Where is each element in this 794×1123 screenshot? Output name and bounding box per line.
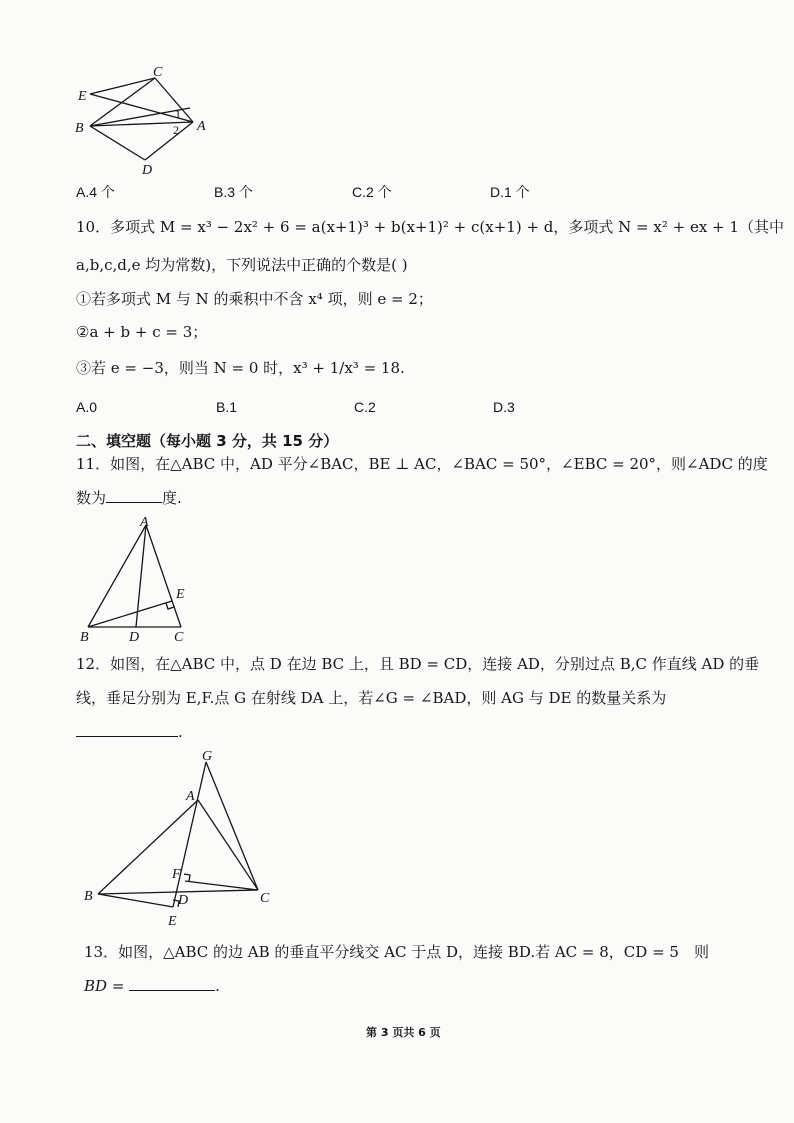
q11-label-A: A	[140, 515, 149, 530]
q9-option-b: B.3 个	[214, 184, 253, 200]
q10-option-d: D.3	[493, 399, 515, 415]
q11-suffix: 度.	[162, 489, 182, 507]
q9-label-A: A	[197, 119, 206, 134]
q9-label-B: B	[75, 121, 84, 136]
section-heading: 二、填空题（每小题 3 分，共 15 分）	[76, 432, 339, 450]
q10-option-c: C.2	[354, 399, 376, 415]
q13-prefix: BD =	[84, 977, 125, 995]
q10-statement-1: ①若多项式 M 与 N 的乘积中不含 x⁴ 项，则 e = 2；	[76, 290, 433, 308]
q12-label-D: D	[178, 893, 189, 908]
q12-label-B: B	[84, 889, 93, 904]
q9-angle-1: 1	[175, 107, 181, 121]
q9-angle-2: 2	[173, 123, 179, 137]
q11-label-E: E	[176, 587, 185, 602]
q10-statement-3: ③若 e = −3，则当 N = 0 时，x³ + 1/x³ = 18.	[76, 359, 405, 377]
q9-label-C: C	[153, 65, 163, 80]
q10-option-b: B.1	[216, 399, 238, 415]
q9-option-a: A.4 个	[76, 184, 115, 200]
q13-stem-line1: 13．如图，△ABC 的边 AB 的垂直平分线交 AC 于点 D，连接 BD.若 AC = 8，CD = 5 则	[84, 943, 709, 961]
q12-stem-line3	[76, 722, 183, 742]
q10-statement-2: ②a + b + c = 3；	[76, 323, 208, 341]
q9-label-D: D	[142, 163, 153, 178]
q12-label-F: F	[172, 867, 181, 882]
q12-suffix: .	[178, 723, 183, 741]
q11-label-B: B	[80, 630, 89, 645]
q10-stem-line2: a,b,c,d,e 均为常数)，下列说法中正确的个数是( )	[76, 256, 408, 274]
q9-option-d: D.1 个	[490, 184, 530, 200]
q11-answer-blank[interactable]	[106, 488, 162, 503]
page-number: 第 3 页共 6 页	[366, 1026, 441, 1039]
q12-label-A: A	[186, 789, 195, 804]
q13-stem-line2	[84, 976, 220, 996]
q12-label-C: C	[260, 891, 270, 906]
q13-suffix: .	[215, 977, 220, 995]
q11-label-D: D	[129, 630, 140, 645]
q12-stem-line1: 12．如图，在△ABC 中，点 D 在边 BC 上，且 BD = CD，连接 AD，分别过点 B,C 作直线 AD 的垂	[76, 655, 760, 673]
q11-stem-line1: 11．如图，在△ABC 中，AD 平分∠BAC，BE ⊥ AC，∠BAC = 50°，∠EBC = 20°，则∠ADC 的度	[76, 455, 768, 473]
q10-stem-line1: 10．多项式 M = x³ − 2x² + 6 = a(x+1)³ + b(x+1)² + c(x+1) + d，多项式 N = x² + ex + 1（其中	[76, 218, 784, 236]
q11-label-C: C	[174, 630, 184, 645]
q11-prefix: 数为	[76, 489, 107, 507]
q12-figure	[78, 742, 288, 937]
q13-answer-blank[interactable]	[129, 976, 215, 991]
q10-option-a: A.0	[76, 399, 98, 415]
q12-label-E: E	[168, 914, 177, 929]
q12-label-G: G	[202, 749, 213, 764]
q12-answer-blank[interactable]	[76, 722, 178, 737]
q9-option-c: C.2 个	[352, 184, 392, 200]
q11-stem-line2	[76, 488, 182, 508]
q11-figure	[76, 515, 206, 645]
q12-stem-line2: 线，垂足分别为 E,F.点 G 在射线 DA 上，若∠G = ∠BAD，则 AG 与 DE 的数量关系为	[76, 689, 667, 707]
q9-figure	[70, 62, 220, 180]
q9-label-E: E	[78, 89, 87, 104]
